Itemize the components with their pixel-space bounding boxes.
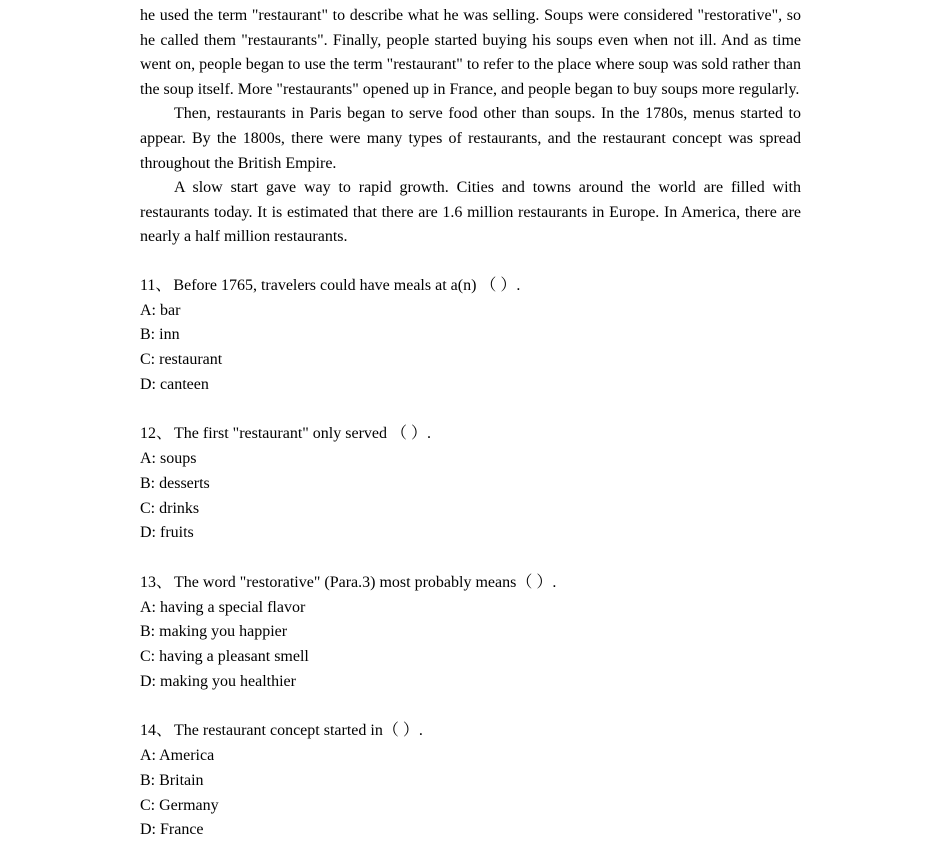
question-stem xyxy=(140,571,801,596)
option-a: A: bar xyxy=(140,301,181,319)
question-stem xyxy=(140,719,801,744)
question-stem xyxy=(140,422,801,447)
option-b: B: Britain xyxy=(140,771,204,789)
question-13 xyxy=(140,571,801,695)
question-14 xyxy=(140,719,801,843)
option-d: D: making you healthier xyxy=(140,672,296,690)
passage-paragraph-2: Then, restaurants in Paris began to serve food other than soups. In the 1780s, menus started to appear. By the 1800s, there were many types of restaurants, and the restaurant concept was spread throughout the British Empire. xyxy=(140,105,801,172)
question-11 xyxy=(140,274,801,398)
passage-paragraph-1: he used the term "restaurant" to describe what he was selling. Soups were considered "restorative", so he called them "restaurants". Finally, people started buying his soups even when not ill. And as time went on, people began to use the term "restaurant" to refer to the place where soup was sold rather than the soup itself. More "restaurants" opened up in France, and people began to buy soups more regularly. xyxy=(140,7,801,98)
question-text: Before 1765, travelers could have meals at a(n) （ ）. xyxy=(173,276,521,294)
option-a: A: soups xyxy=(140,450,197,468)
option-a: A: having a special flavor xyxy=(140,598,306,616)
question-number: 13、 xyxy=(140,573,173,591)
question-number: 12、 xyxy=(140,425,173,443)
question-12 xyxy=(140,422,801,546)
option-d: D: France xyxy=(140,821,204,839)
option-b: B: desserts xyxy=(140,474,210,492)
option-d: D: canteen xyxy=(140,375,209,393)
option-c: C: restaurant xyxy=(140,351,223,369)
reading-passage xyxy=(140,4,801,250)
question-text: The restaurant concept started in（ ）. xyxy=(174,722,423,740)
option-c: C: drinks xyxy=(140,499,200,517)
document-page xyxy=(140,4,801,868)
question-number: 14、 xyxy=(140,722,173,740)
question-text: The first "restaurant" only served （ ）. xyxy=(174,425,432,443)
option-b: B: making you happier xyxy=(140,623,288,641)
option-d: D: fruits xyxy=(140,524,194,542)
question-list xyxy=(140,274,801,843)
option-c: C: having a pleasant smell xyxy=(140,648,309,666)
passage-paragraph-3: A slow start gave way to rapid growth. Cities and towns around the world are filled with restaurants today. It is estimated that there are 1.6 million restaurants in Europe. In America, there are nearly a half million restaurants. xyxy=(140,179,801,246)
question-stem xyxy=(140,274,801,299)
question-number: 11、 xyxy=(140,276,172,294)
question-text: The word "restorative" (Para.3) most probably means（ ）. xyxy=(174,573,557,591)
option-c: C: Germany xyxy=(140,796,219,814)
option-b: B: inn xyxy=(140,326,180,344)
option-a: A: America xyxy=(140,747,215,765)
